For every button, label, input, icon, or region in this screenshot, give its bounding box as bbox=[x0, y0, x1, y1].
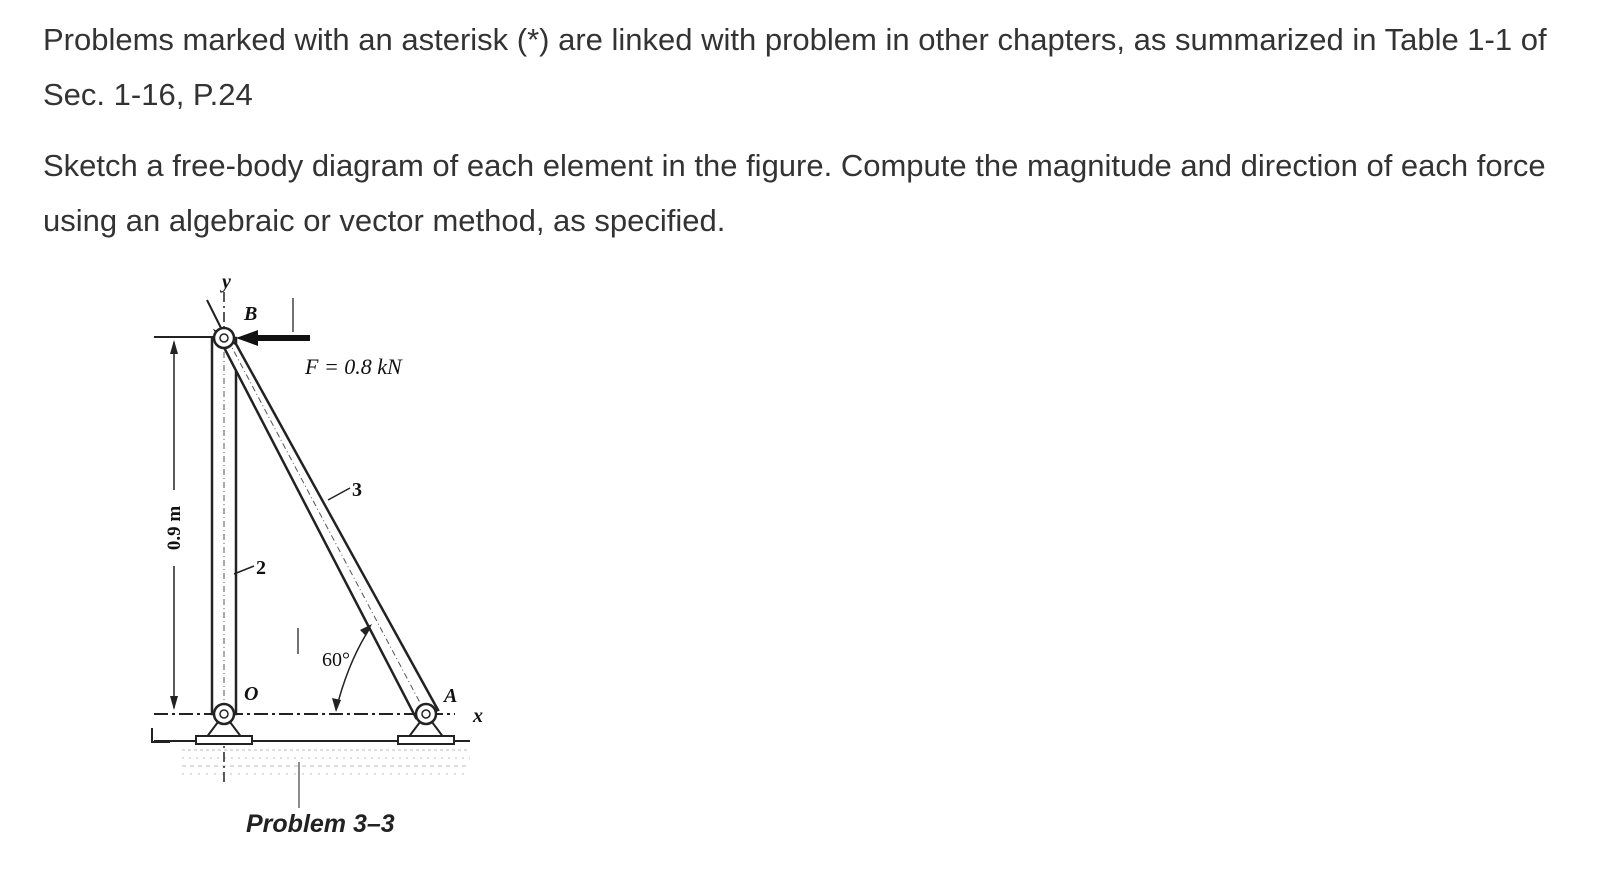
intro-paragraph: Problems marked with an asterisk (*) are linked with problem in other chapters, as summarized in Table 1-1 of Sec. 1-16, P.24 bbox=[43, 22, 1547, 112]
axis-y-label: y bbox=[222, 271, 231, 293]
angle-arc-arrow-bottom bbox=[332, 698, 341, 712]
point-a-label: A bbox=[444, 685, 458, 707]
pin-a bbox=[416, 704, 436, 724]
support-o-base bbox=[196, 736, 252, 744]
pin-b bbox=[214, 328, 234, 348]
task-paragraph: Sketch a free-body diagram of each element in the figure. Compute the magnitude and direction of each force using an algebraic or vector method, as specified. bbox=[43, 148, 1546, 238]
point-b-label: B bbox=[244, 303, 258, 325]
dimension-arrow-bottom bbox=[170, 696, 178, 710]
ground-break-mark bbox=[152, 728, 170, 742]
member-3-label: 3 bbox=[352, 479, 362, 501]
problem-figure bbox=[130, 262, 500, 852]
b-skew-mark bbox=[207, 300, 223, 332]
figure-caption: Problem 3–3 bbox=[246, 810, 395, 838]
member-3-leader bbox=[328, 488, 350, 500]
angle-label: 60° bbox=[322, 649, 350, 671]
pin-o bbox=[214, 704, 234, 724]
member-2-label: 2 bbox=[256, 557, 266, 579]
point-o-label: O bbox=[244, 683, 259, 705]
frame-diagram bbox=[130, 262, 500, 852]
force-label: F = 0.8 kN bbox=[305, 354, 402, 379]
dimension-label: 0.9 m bbox=[164, 505, 185, 551]
support-a-base bbox=[398, 736, 454, 744]
ground-hatch bbox=[182, 750, 470, 774]
problem-text bbox=[43, 12, 1563, 248]
force-arrow-head bbox=[236, 330, 258, 346]
axis-x-label: x bbox=[473, 705, 483, 727]
dimension-arrow-top bbox=[170, 340, 178, 354]
